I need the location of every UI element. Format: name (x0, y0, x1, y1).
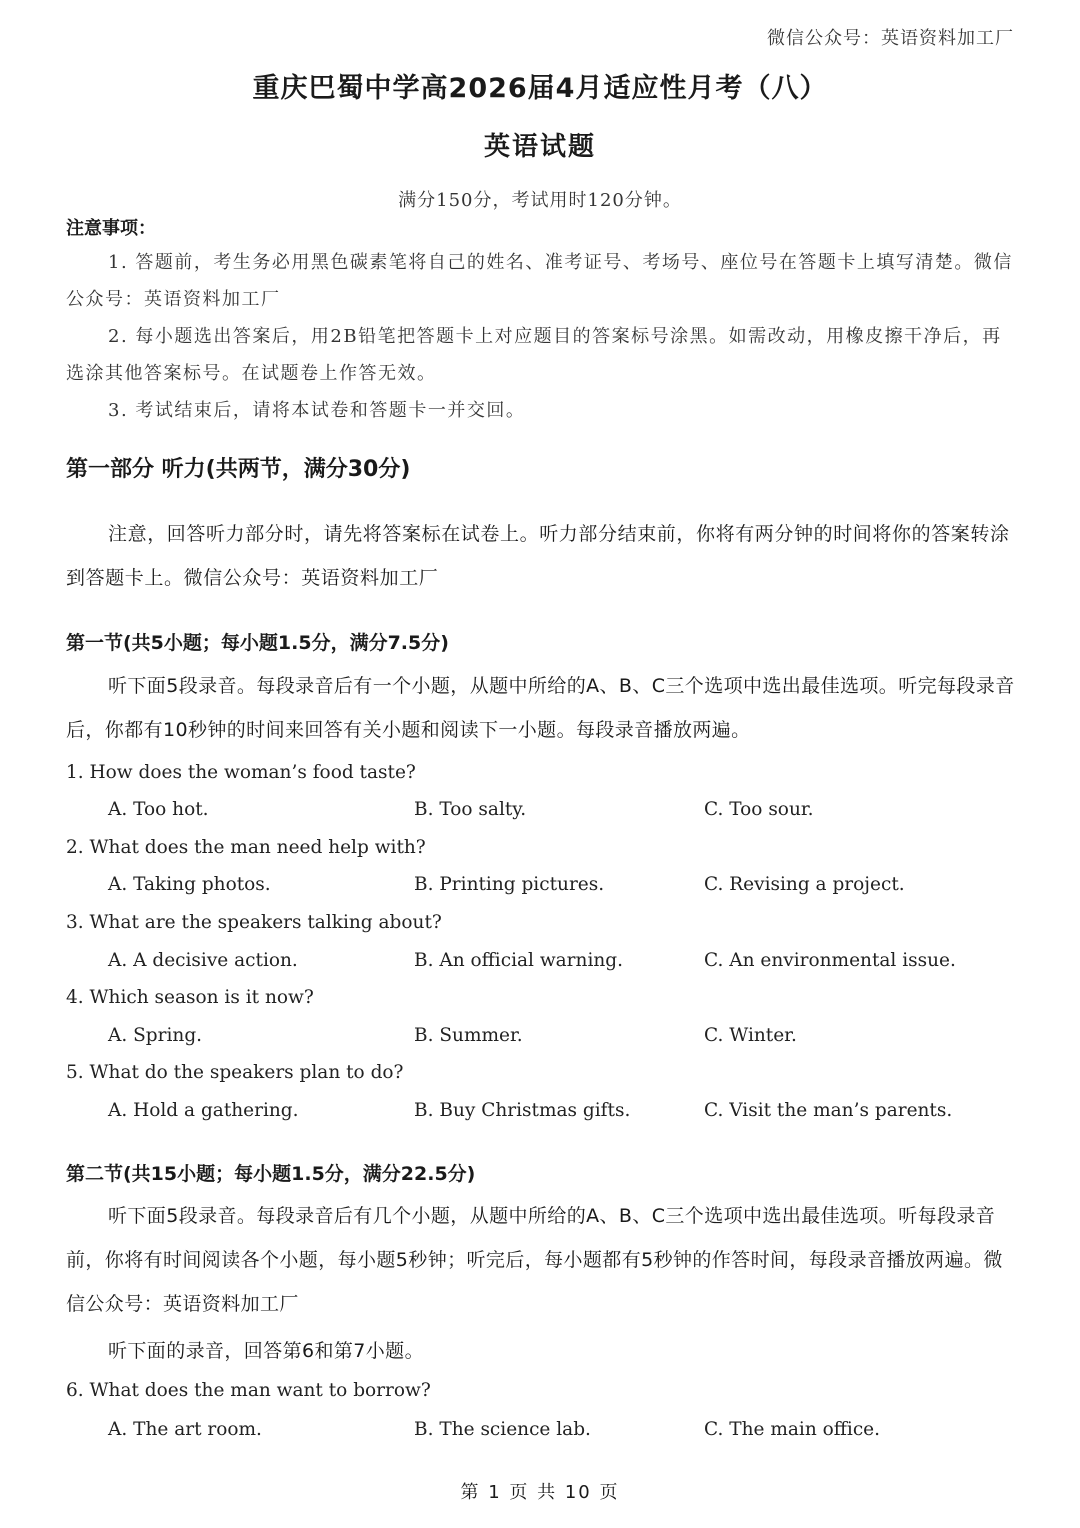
question-1: 1. How does the woman’s food taste? (66, 762, 416, 783)
section1-intro (66, 664, 1016, 752)
option-a: A. Hold a gathering. (108, 1100, 299, 1121)
part1-note-text: 注意，回答听力部分时，请先将答案标在试卷上。听力部分结束前，你将有两分钟的时间将你的答案转涂到答题卡上。微信公众号：英语资料加工厂 (66, 523, 1010, 589)
notice-item: 2. 每小题选出答案后，用2B铅笔把答题卡上对应题目的答案标号涂黑。如需改动，用橡皮擦干净后，再选涂其他答案标号。在试题卷上作答无效。 (66, 326, 1002, 384)
section2-intro (66, 1194, 1016, 1326)
option-b: B. Printing pictures. (414, 874, 605, 895)
option-c: C. Winter. (704, 1025, 797, 1046)
notice-item: 1. 答题前，考生务必用黑色碳素笔将自己的姓名、准考证号、考场号、座位号在答题卡上填写清楚。微信公众号：英语资料加工厂 (66, 252, 1013, 310)
part1-title: 第一部分 听力(共两节，满分30分) (66, 457, 411, 482)
exam-title: 重庆巴蜀中学高2026届4月适应性月考（八） (252, 73, 828, 104)
question-5: 5. What do the speakers plan to do? (66, 1062, 404, 1083)
question-2: 2. What does the man need help with? (66, 837, 426, 858)
option-c: C. An environmental issue. (704, 950, 956, 971)
option-c: C. Too sour. (704, 799, 814, 820)
option-a: A. The art room. (108, 1419, 262, 1440)
option-c: C. Revising a project. (704, 874, 905, 895)
notice-heading: 注意事项： (66, 218, 156, 239)
section2-intro-text: 听下面5段录音。每段录音后有几个小题，从题中所给的A、B、C三个选项中选出最佳选项。听每段录音前，你将有时间阅读各个小题，每小题5秒钟；听完后，每小题都有5秒钟的作答时间，每段录音播放两遍。微信公众号：英语资料加工厂 (66, 1205, 1003, 1315)
notice-list (66, 244, 1016, 429)
option-b: B. Too salty. (414, 799, 527, 820)
option-b: B. Buy Christmas gifts. (414, 1100, 631, 1121)
option-a: A. Taking photos. (108, 874, 271, 895)
question-6: 6. What does the man want to borrow? (66, 1380, 431, 1401)
section1-intro-text: 听下面5段录音。每段录音后有一个小题，从题中所给的A、B、C三个选项中选出最佳选项。听完每段录音后，你都有10秒钟的时间来回答有关小题和阅读下一小题。每段录音播放两遍。 (66, 675, 1015, 741)
exam-subtitle: 英语试题 (483, 132, 596, 162)
option-a: A. Spring. (108, 1025, 203, 1046)
section2-sub-instruction: 听下面的录音，回答第6和第7小题。 (108, 1340, 424, 1362)
option-a: A. Too hot. (108, 799, 209, 820)
header-watermark-note: 微信公众号：英语资料加工厂 (767, 28, 1014, 49)
score-line: 满分150分，考试用时120分钟。 (398, 190, 682, 211)
page-number-footer: 第 1 页 共 10 页 (460, 1482, 620, 1503)
option-b: B. Summer. (414, 1025, 523, 1046)
option-a: A. A decisive action. (108, 950, 298, 971)
option-c: C. The main office. (704, 1419, 881, 1440)
section1-title: 第一节(共5小题；每小题1.5分，满分7.5分) (66, 632, 449, 654)
question-3: 3. What are the speakers talking about? (66, 912, 442, 933)
notice-item: 3. 考试结束后，请将本试卷和答题卡一并交回。 (108, 400, 526, 421)
section2-title: 第二节(共15小题；每小题1.5分，满分22.5分) (66, 1163, 476, 1185)
option-b: B. An official warning. (414, 950, 623, 971)
part1-note (66, 512, 1016, 600)
question-4: 4. Which season is it now? (66, 987, 314, 1008)
option-c: C. Visit the man’s parents. (704, 1100, 953, 1121)
option-b: B. The science lab. (414, 1419, 591, 1440)
